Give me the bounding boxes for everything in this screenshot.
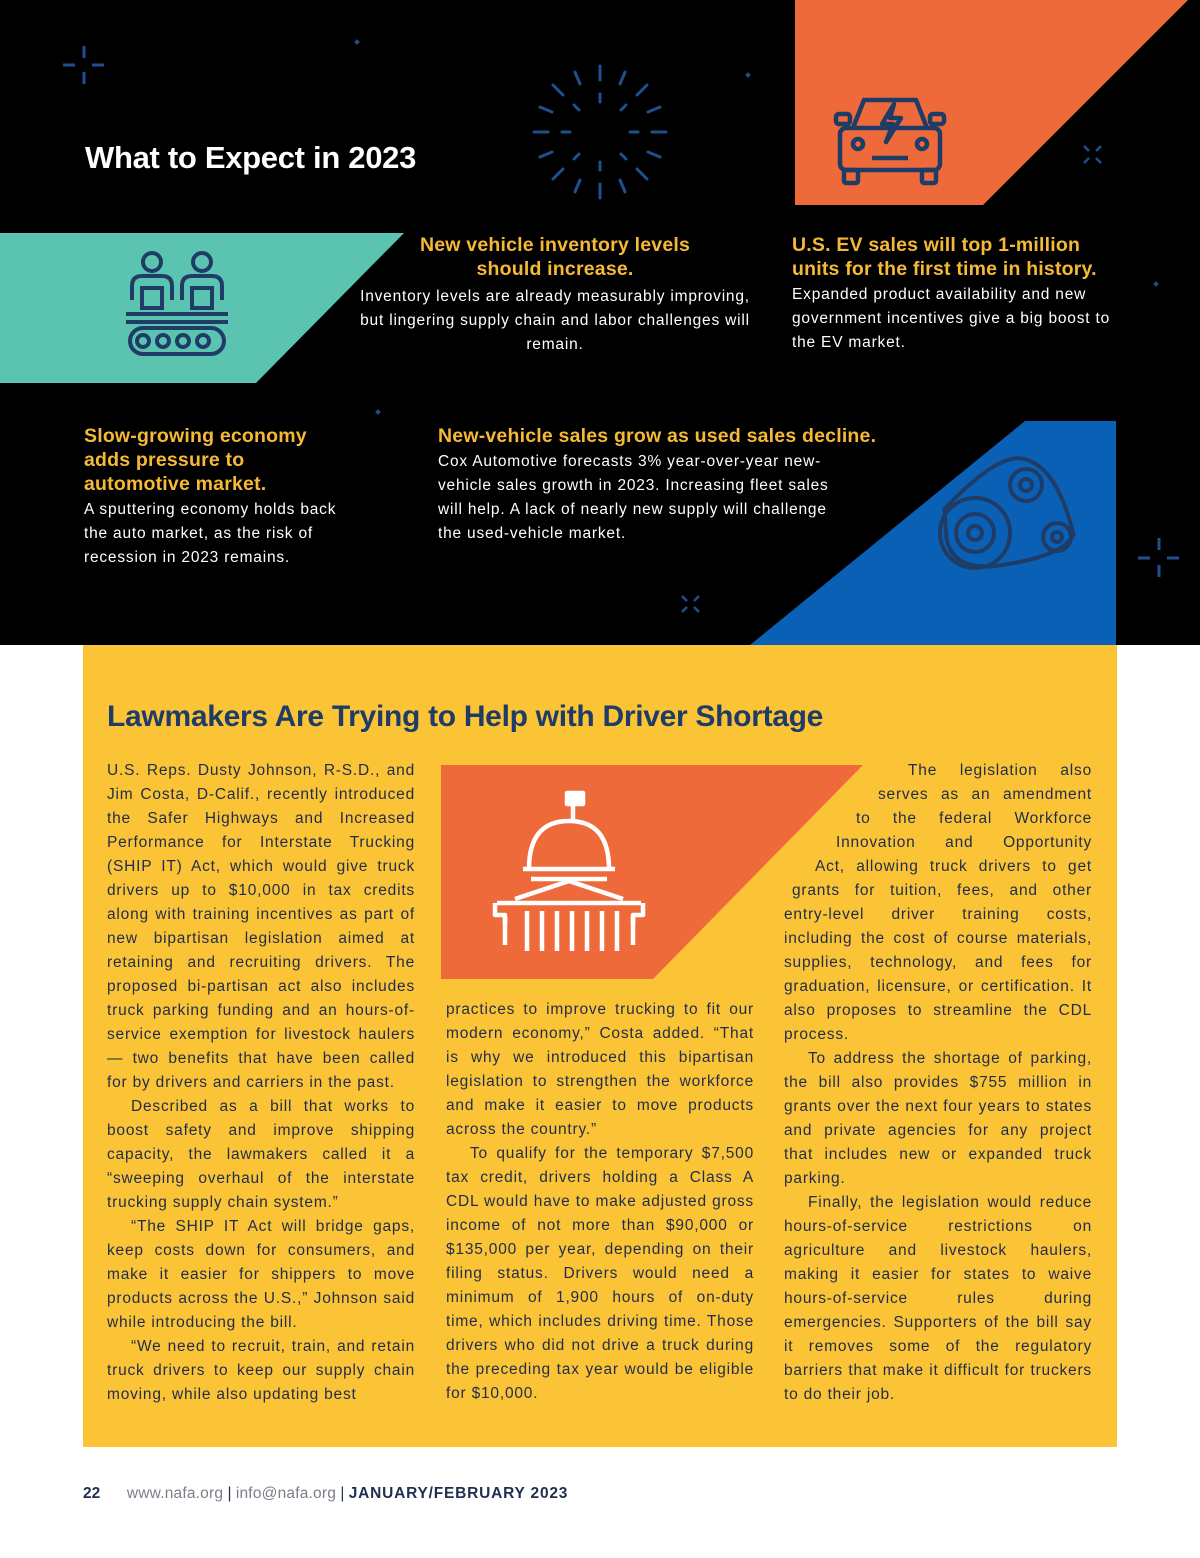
article-title: Lawmakers Are Trying to Help with Driver Shortage [107, 700, 824, 733]
prediction-headline: New vehicle inventory levels should increase. [419, 234, 691, 280]
wrap-line: Act, allowing truck drivers to get [815, 858, 1092, 875]
separator: | [227, 1485, 232, 1502]
prediction-body: A sputtering economy holds back the auto market, as the risk of recession in 2023 remains. [84, 501, 337, 566]
prediction-item-3 [84, 424, 364, 570]
paragraph: To qualify for the temporary $7,500 tax credit, drivers holding a Class A CDL would have to make adjusted gross income of not more than $90,000 or $135,000 per year, depending on their filing status. Drivers would need a minimum of 1,900 hours of on-duty time, which includes driving time. Those drivers who did not drive a truck during the preceding tax year would be eligible for $10,000. [446, 1145, 754, 1402]
paragraph: U.S. Reps. Dusty Johnson, R-S.D., and Jim Costa, D-Calif., recently introduced the Safer Highways and Increased Performance for Interstate Trucking (SHIP IT) Act, which would give truck drivers up to $10,000 in tax credits along with training incentives as part of new bipartisan legislation aimed at retaining and recruiting drivers. The proposed bi-partisan act also includes truck parking funding and an hours-of-service exemption for livestock haulers — two benefits that have been called for by drivers and carriers in the past. [107, 762, 415, 1091]
infographic-panel [0, 0, 1200, 645]
paragraph: “The SHIP IT Act will bridge gaps, keep costs down for consumers, and make it easier for shippers to move products across the U.S.,” Johnson said while introducing the bill. [107, 1218, 415, 1331]
paragraph: entry-level driver training costs, including the cost of course materials, supplies, technology, and fees for graduation, licensure, or certification. It also proposes to streamline the CDL process. [784, 906, 1092, 1043]
wrap-line: Innovation and Opportunity [836, 834, 1092, 851]
wrap-line: to the federal Workforce [856, 810, 1092, 827]
article-column-3 [784, 759, 1092, 1407]
sparkle-icon [63, 46, 104, 84]
prediction-body: Inventory levels are already measurably improving, but lingering supply chain and labor challenges will remain. [360, 288, 750, 353]
paragraph: “We need to recruit, train, and retain truck drivers to keep our supply chain moving, while also updating best [107, 1338, 415, 1403]
paragraph: To address the shortage of parking, the bill also provides $755 million in grants over the next four years to states and private agencies for any project that includes new or expanded truck parking. [784, 1050, 1092, 1187]
prediction-headline: U.S. EV sales will top 1-million units for the first time in history. [792, 234, 1097, 280]
separator: | [340, 1485, 345, 1502]
paragraph: Finally, the legislation would reduce hours-of-service restrictions on agriculture and livestock haulers, making it easier for states to waive hours-of-service rules during emergencies. Supporters of the bill say it removes some of the regulatory barriers that make it difficult for truckers to do their job. [784, 1194, 1092, 1403]
wrap-line: The legislation also [908, 762, 1092, 779]
page-number: 22 [83, 1485, 101, 1502]
prediction-item-1 [350, 233, 760, 357]
article-panel [83, 645, 1117, 1447]
article-column-1 [107, 759, 415, 1407]
page-footer [83, 1485, 568, 1503]
prediction-headline: Slow-growing economy adds pressure to automotive market. [84, 425, 307, 495]
wrap-line: serves as an amendment [878, 786, 1092, 803]
infographic-title: What to Expect in 2023 [85, 140, 417, 175]
sparkle-icon [1084, 146, 1101, 163]
website-link[interactable]: www.nafa.org [126, 1485, 224, 1502]
article-column-2 [446, 998, 754, 1406]
firework-icon [534, 66, 666, 198]
prediction-item-4 [438, 424, 913, 546]
prediction-item-2 [792, 233, 1117, 355]
sparkle-icon [1138, 538, 1179, 577]
prediction-headline: New-vehicle sales grow as used sales decline. [438, 425, 877, 447]
email-link[interactable]: info@nafa.org [235, 1485, 337, 1502]
orange-shape [795, 0, 1188, 205]
sparkle-icon [682, 596, 699, 612]
issue-date: JANUARY/FEBRUARY 2023 [348, 1485, 569, 1502]
prediction-body: Expanded product availability and new government incentives give a big boost to the EV market. [792, 286, 1110, 351]
paragraph: Described as a bill that works to boost safety and improve shipping capacity, the lawmakers called it a “sweeping overhaul of the interstate trucking supply chain system.” [107, 1098, 415, 1211]
wrap-line: grants for tuition, fees, and other [792, 882, 1092, 899]
paragraph: practices to improve trucking to fit our modern economy,” Costa added. “That is why we introduced this bipartisan legislation to strengthen the workforce and make it easier to move products across the country.” [446, 1001, 754, 1138]
prediction-body: Cox Automotive forecasts 3% year-over-year new-vehicle sales growth in 2023. Increasing fleet sales will help. A lack of nearly new supply will challenge the used-vehicle market. [438, 453, 829, 542]
